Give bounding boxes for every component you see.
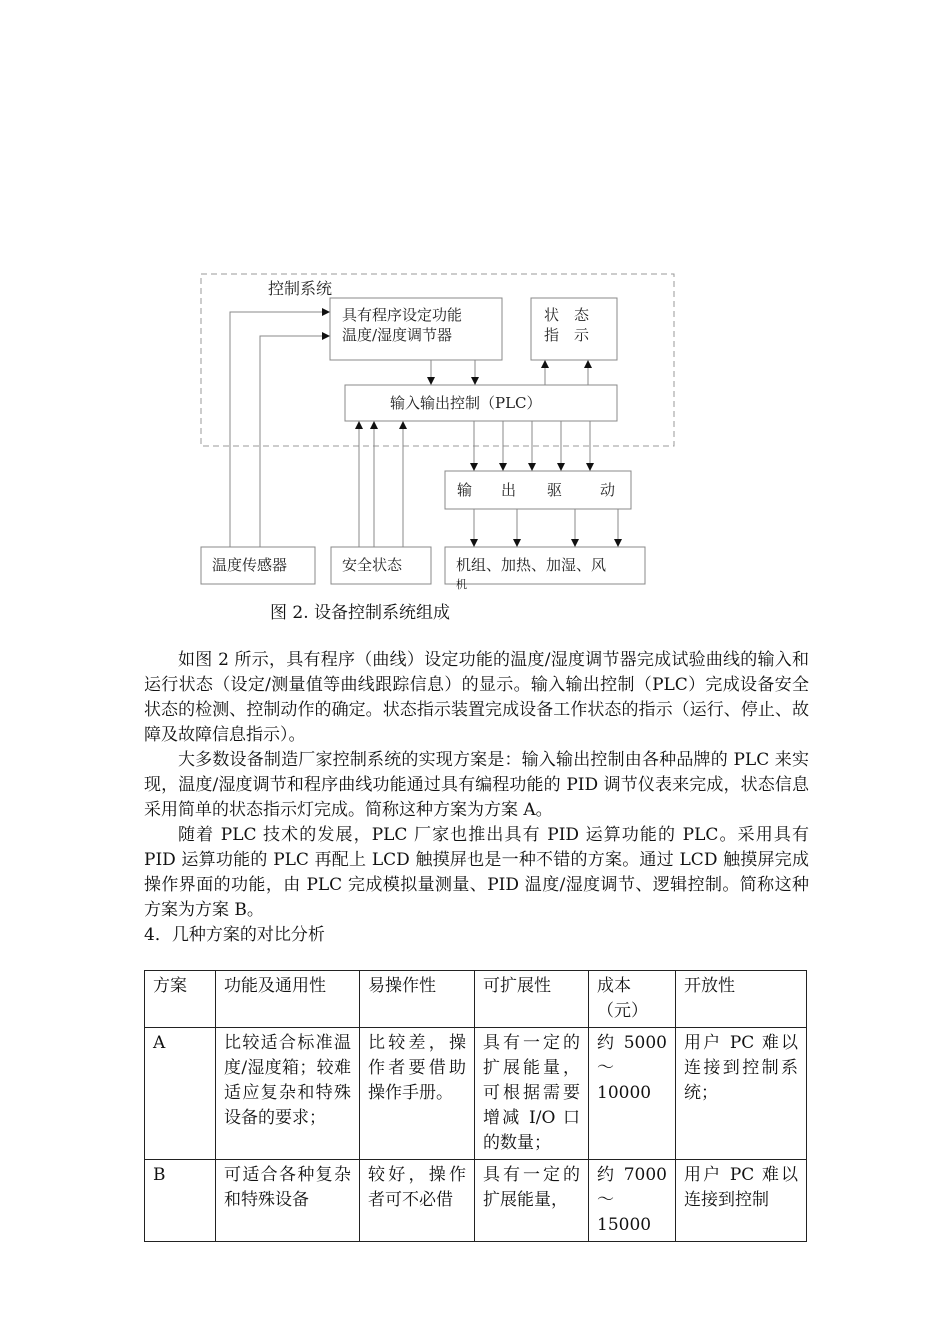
header-cell-openness: 开放性 [676, 971, 807, 1028]
plc-label: 输入输出控制（PLC） [390, 394, 542, 412]
table-cell: 用户 PC 难以连接到控制系统； [676, 1028, 807, 1160]
table-cell: B [145, 1160, 216, 1242]
header-cell-scheme: 方案 [145, 971, 216, 1028]
actuators-label-overflow: 机 [456, 578, 467, 591]
table-row [145, 1028, 807, 1160]
table-cell: 比较适合标准温度/湿度箱；较难适应复杂和特殊设备的要求； [216, 1028, 360, 1160]
comparison-table-wrapper [144, 970, 806, 1235]
table-cell: 具有一定的扩展能量，可根据需要增减 I/O 口的数量； [475, 1028, 589, 1160]
control-system-label: 控制系统 [268, 279, 333, 298]
control-system-diagram [0, 0, 950, 600]
table-cell: 具有一定的扩展能量， [475, 1160, 589, 1242]
header-cell-usability: 易操作性 [360, 971, 475, 1028]
paragraph-1: 如图 2 所示，具有程序（曲线）设定功能的温度/湿度调节器完成试验曲线的输入和运行状态（设定/测量值等曲线跟踪信息）的显示。输入输出控制（PLC）完成设备安全状态的检测、控制动作的确定。状态指示装置完成设备工作状态的指示（运行、停止、故障及故障信息指示）。 [144, 650, 809, 745]
table-cell: 比较差，操作者要借助操作手册。 [360, 1028, 475, 1160]
table-cell: 用户 PC 难以连接到控制 [676, 1160, 807, 1242]
status-label-line1: 状 态 [544, 306, 590, 324]
table-cell: 较好，操作者可不必借 [360, 1160, 475, 1242]
output-drive-char-2: 出 [501, 481, 517, 499]
paragraph-2: 大多数设备制造厂家控制系统的实现方案是：输入输出控制由各种品牌的 PLC 来实现，温度/湿度调节和程序曲线功能通过具有编程功能的 PID 调节仪表来完成，状态信息采用简单的状态指示灯完成。简称这种方案为方案 A。 [144, 750, 809, 820]
comparison-table [144, 970, 807, 1242]
actuators-label: 机组、加热、加湿、风 [456, 556, 607, 574]
table-cell: 约 5000～10000 [589, 1028, 676, 1160]
temp-sensor-label: 温度传感器 [212, 556, 288, 574]
status-label-line2: 指 示 [544, 326, 590, 344]
header-cell-extensibility: 可扩展性 [475, 971, 589, 1028]
table-row [145, 1160, 807, 1242]
safety-status-label: 安全状态 [342, 556, 403, 574]
table-cell: 约 7000～15000 [589, 1160, 676, 1242]
output-drive-char-1: 输 [457, 481, 473, 499]
table-header-row [145, 971, 807, 1028]
section-heading: 4．几种方案的对比分析 [144, 925, 325, 945]
output-drive-char-3: 驱 [547, 481, 563, 499]
paragraph-3: 随着 PLC 技术的发展，PLC 厂家也推出具有 PID 运算功能的 PLC。采用具有 PID 运算功能的 PLC 再配上 LCD 触摸屏也是一种不错的方案。通过 LCD 触摸屏完成操作界面的功能，由 PLC 完成模拟量测量、PID 温度/湿度调节、逻辑控制。简称这种方案为方案 B。 [144, 825, 809, 920]
header-cell-cost: 成本（元） [589, 971, 676, 1028]
regulator-label-line2: 温度/湿度调节器 [342, 326, 453, 344]
header-cell-function: 功能及通用性 [216, 971, 360, 1028]
figure-caption: 图 2. 设备控制系统组成 [270, 603, 451, 623]
temp-sensor-line-2 [260, 336, 329, 547]
regulator-label-line1: 具有程序设定功能 [342, 306, 463, 324]
table-cell: A [145, 1028, 216, 1160]
temp-sensor-line-1 [230, 312, 329, 547]
output-drive-char-4: 动 [600, 481, 616, 499]
table-cell: 可适合各种复杂和特殊设备 [216, 1160, 360, 1242]
